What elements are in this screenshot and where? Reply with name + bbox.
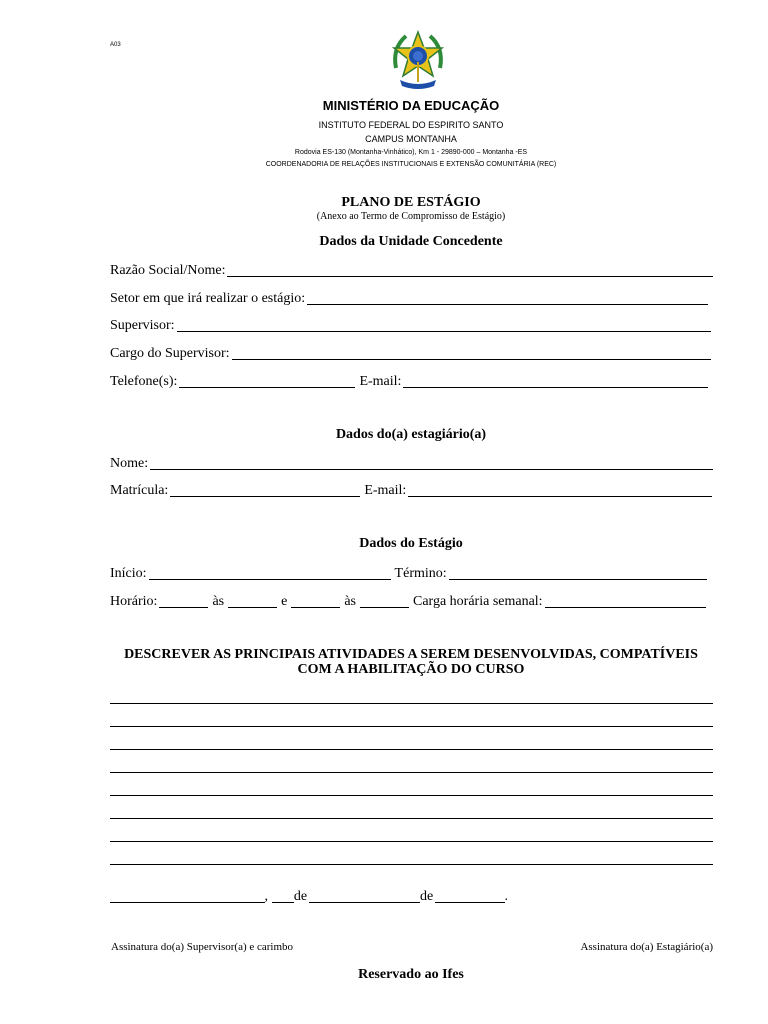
page-title: PLANO DE ESTÁGIO xyxy=(341,195,481,210)
concedente-email-label: E-mail: xyxy=(359,374,402,389)
activities-line[interactable] xyxy=(110,772,713,773)
setor-label: Setor em que irá realizar o estágio: xyxy=(110,291,306,306)
nome-field[interactable] xyxy=(150,456,713,470)
date-period: . xyxy=(504,889,509,904)
nome-row xyxy=(110,452,713,472)
as-label-1: às xyxy=(212,594,225,609)
matricula-label: Matrícula: xyxy=(110,483,169,498)
supervisor-label: Supervisor: xyxy=(110,318,175,333)
carga-horaria-label: Carga horária semanal: xyxy=(413,594,543,609)
activities-line[interactable] xyxy=(110,841,713,842)
horario-start-1-field[interactable] xyxy=(159,594,208,608)
horario-end-2-field[interactable] xyxy=(360,594,409,608)
date-comma: , xyxy=(264,889,269,904)
inicio-label: Início: xyxy=(110,566,147,581)
telefone-email-row xyxy=(110,370,708,390)
campus-name: CAMPUS MONTANHA xyxy=(365,134,457,144)
coat-of-arms-emblem xyxy=(386,28,450,92)
razao-social-row xyxy=(110,259,713,279)
carga-horaria-field[interactable] xyxy=(545,594,706,608)
termino-label: Término: xyxy=(394,566,447,581)
supervisor-field[interactable] xyxy=(177,318,711,332)
telefone-field[interactable] xyxy=(179,374,355,388)
institute-name: INSTITUTO FEDERAL DO ESPIRITO SANTO xyxy=(318,120,504,130)
section-heading-concedente: Dados da Unidade Concedente xyxy=(319,234,503,249)
activities-line[interactable] xyxy=(110,703,713,704)
horario-end-1-field[interactable] xyxy=(228,594,277,608)
activities-line[interactable] xyxy=(110,726,713,727)
inicio-field[interactable] xyxy=(149,566,391,580)
supervisor-signature-label: Assinatura do(a) Supervisor(a) e carimbo xyxy=(111,941,294,953)
activities-line[interactable] xyxy=(110,818,713,819)
estagiario-email-label: E-mail: xyxy=(364,483,407,498)
e-label: e xyxy=(281,594,288,609)
campus-address: Rodovia ES-130 (Montanha-Vinhático), Km 1 - 29890-000 – Montanha -ES xyxy=(294,149,528,156)
termino-field[interactable] xyxy=(449,566,707,580)
telefone-label: Telefone(s): xyxy=(110,374,178,389)
month-field[interactable] xyxy=(309,889,420,903)
page-subtitle: (Anexo ao Termo de Compromisso de Estágio) xyxy=(316,211,506,222)
activities-line[interactable] xyxy=(110,864,713,865)
cargo-supervisor-row xyxy=(110,342,711,362)
year-field[interactable] xyxy=(435,889,504,903)
day-field[interactable] xyxy=(272,889,294,903)
setor-field[interactable] xyxy=(307,291,708,305)
setor-row xyxy=(110,287,708,307)
date-row xyxy=(110,885,510,905)
razao-social-label: Razão Social/Nome: xyxy=(110,263,226,278)
activities-line[interactable] xyxy=(110,795,713,796)
ministry-title: MINISTÉRIO DA EDUCAÇÃO xyxy=(322,98,500,113)
activities-heading-line1: DESCREVER AS PRINCIPAIS ATIVIDADES A SEREM DESENVOLVIDAS, COMPATÍVEIS xyxy=(124,647,698,662)
inicio-termino-row xyxy=(110,562,707,582)
horario-start-2-field[interactable] xyxy=(291,594,340,608)
section-heading-estagiario: Dados do(a) estagiário(a) xyxy=(335,427,487,442)
supervisor-row xyxy=(110,314,711,334)
coordination-name: COORDENADORIA DE RELAÇÕES INSTITUCIONAIS E EXTENSÃO COMUNITÁRIA (REC) xyxy=(265,161,557,168)
horario-row xyxy=(110,590,706,610)
as-label-2: às xyxy=(344,594,356,609)
nome-label: Nome: xyxy=(110,456,149,471)
matricula-field[interactable] xyxy=(170,483,360,497)
razao-social-field[interactable] xyxy=(227,263,713,277)
reserved-ifes-heading: Reservado ao Ifes xyxy=(358,967,464,982)
date-de-2: de xyxy=(419,889,434,904)
activities-heading-line2: COM A HABILITAÇÃO DO CURSO xyxy=(297,662,525,677)
estagiario-signature-label: Assinatura do(a) Estagiário(a) xyxy=(580,941,713,953)
cargo-supervisor-label: Cargo do Supervisor: xyxy=(110,346,230,361)
concedente-email-field[interactable] xyxy=(403,374,708,388)
section-heading-estagio: Dados do Estágio xyxy=(359,536,463,551)
cargo-supervisor-field[interactable] xyxy=(232,346,711,360)
activities-line[interactable] xyxy=(110,749,713,750)
city-field[interactable] xyxy=(110,889,265,903)
estagiario-email-field[interactable] xyxy=(408,483,712,497)
document-code: A03 xyxy=(110,42,121,48)
date-de-1: de xyxy=(293,889,308,904)
matricula-email-row xyxy=(110,479,712,499)
horario-label: Horário: xyxy=(110,594,158,609)
